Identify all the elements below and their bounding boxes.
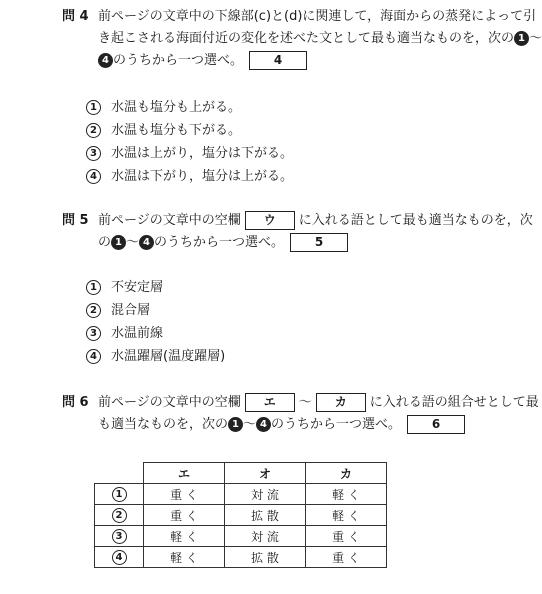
question-number: 問 6 [62, 395, 89, 410]
table-cell: 重 く [144, 484, 225, 505]
option-item[interactable]: 3 水温は上がり，塩分は下がる。 [86, 142, 293, 165]
question-6: 問 6 前ページの文章中の空欄 エ ～ カ に入れる語の組合せとして最 も適当なものを，次の 1 ～ 4 のうちから一つ選べ。 6 [62, 392, 539, 436]
table-cell: 重 く [144, 505, 225, 526]
table-cell: 軽 く [306, 484, 387, 505]
table-row[interactable] [95, 526, 387, 547]
column-header: オ [225, 463, 306, 484]
option-item[interactable]: 4 水温は下がり，塩分は上がる。 [86, 165, 293, 188]
circled-number-icon: 1 [514, 31, 529, 46]
circled-number-icon: 4 [139, 235, 154, 250]
circled-number-icon: 4 [86, 169, 101, 184]
question-4: 問 4 前ページの文章中の下線部(c)と(d)に関連して，海面からの蒸発によって引 き起こされる海面付近の変化を述べた文として最も適当なものを，次の 1 ～ 4 のうちから一つ選べ。 4 [62, 6, 542, 72]
table-cell: 軽 く [306, 505, 387, 526]
circled-number-icon: 3 [86, 146, 101, 161]
circled-number-icon: 4 [98, 53, 113, 68]
table-cell: 重 く [306, 526, 387, 547]
option-item[interactable]: 1 不安定層 [86, 276, 225, 299]
answer-box[interactable]: 4 [249, 51, 307, 70]
question-text-line3: のうちから一つ選べ。 [113, 53, 244, 68]
circled-number-icon: 1 [86, 100, 101, 115]
question-5: 問 5 前ページの文章中の空欄 ウ に入れる語として最も適当なものを，次 の 1 ～ 4 のうちから一つ選べ。 5 [62, 210, 533, 254]
table-row[interactable] [95, 505, 387, 526]
answer-box[interactable]: 5 [290, 233, 348, 252]
blank-box: ウ [245, 211, 295, 230]
q4-options [86, 96, 293, 188]
table-row[interactable] [95, 547, 387, 568]
circled-number-icon: 4 [86, 349, 101, 364]
circled-number-icon: 1 [112, 487, 127, 502]
table-cell: 拡 散 [225, 547, 306, 568]
table-row[interactable] [95, 484, 387, 505]
table-cell: 軽 く [144, 547, 225, 568]
column-header: エ [144, 463, 225, 484]
column-header: カ [306, 463, 387, 484]
answer-box[interactable]: 6 [407, 415, 465, 434]
option-item[interactable]: 2 混合層 [86, 299, 225, 322]
circled-number-icon: 2 [86, 123, 101, 138]
question-text-line1: 前ページの文章中の下線部(c)と(d)に関連して，海面からの蒸発によって引 [98, 9, 537, 24]
table-header-row [95, 463, 387, 484]
question-number: 問 5 [62, 213, 89, 228]
option-item[interactable]: 4 水温躍層(温度躍層) [86, 345, 225, 368]
circled-number-icon: 2 [112, 508, 127, 523]
circled-number-icon: 1 [228, 417, 243, 432]
table-cell: 重 く [306, 547, 387, 568]
circled-number-icon: 3 [86, 326, 101, 341]
circled-number-icon: 2 [86, 303, 101, 318]
blank-box: カ [316, 393, 366, 412]
blank-box: エ [245, 393, 295, 412]
table-cell: 拡 散 [225, 505, 306, 526]
q5-options [86, 276, 225, 368]
question-text-line2: き起こされる海面付近の変化を述べた文として最も適当なものを，次の [98, 31, 515, 46]
question-number: 問 4 [62, 9, 89, 24]
circled-number-icon: 4 [256, 417, 271, 432]
circled-number-icon: 3 [112, 529, 127, 544]
answer-table [94, 462, 387, 568]
option-item[interactable]: 3 水温前線 [86, 322, 225, 345]
table-cell: 軽 く [144, 526, 225, 547]
table-cell: 対 流 [225, 484, 306, 505]
table-cell: 対 流 [225, 526, 306, 547]
circled-number-icon: 4 [112, 550, 127, 565]
option-item[interactable]: 2 水温も塩分も下がる。 [86, 119, 293, 142]
circled-number-icon: 1 [86, 280, 101, 295]
option-item[interactable]: 1 水温も塩分も上がる。 [86, 96, 293, 119]
circled-number-icon: 1 [111, 235, 126, 250]
